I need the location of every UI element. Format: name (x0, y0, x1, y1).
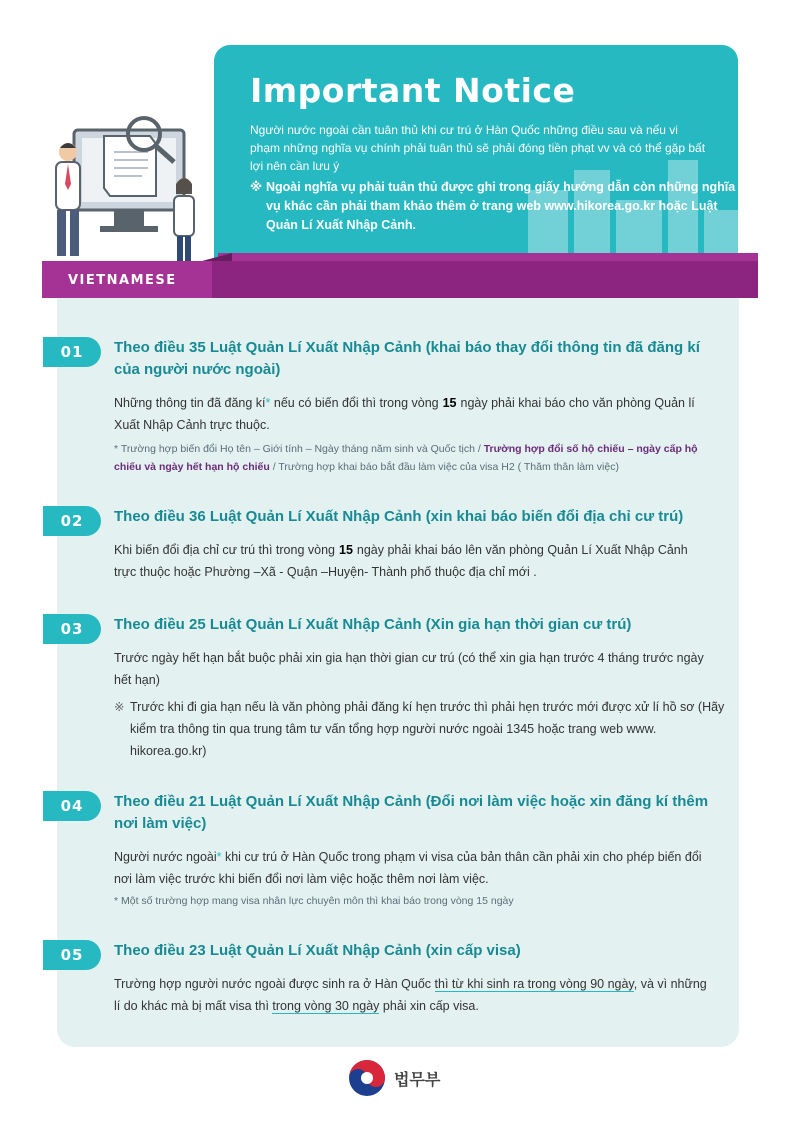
header-description: Người nước ngoài cần tuân thủ khi cư trú ở Hàn Quốc những điều sau và nếu vi phạm những nghĩa vụ chính phải tuân thủ sẽ phải đóng tiền phạt vv và có thể gặp bất lợi nên cần lưu ý (250, 123, 706, 173)
section-number: 03 (43, 614, 101, 644)
body-text: nếu có biến đổi thì trong vòng (270, 396, 439, 410)
footnote-text: / Trường hợp khai báo bắt đầu làm việc của visa H2 ( Thăm thân làm việc) (269, 461, 619, 473)
language-ribbon (42, 253, 758, 298)
note-text: Trước khi đi gia hạn nếu là văn phòng phải đăng kí hẹn trước thì phải hẹn trước mới được xử lí hồ sơ (Hãy kiểm tra thông tin qua trung tâm tư vấn tổng hợp người nước ngoài 1345 hoặc trang web www. hikorea.go.kr) (130, 700, 725, 758)
footnote-text: * Trường hợp biến đổi Họ tên – Giới tính – Ngày tháng năm sinh và Quốc tịch / (114, 443, 484, 455)
days-value: 15 (339, 543, 353, 557)
language-label: VIETNAMESE (68, 273, 177, 288)
underlined-text: trong vòng 30 ngày (272, 999, 380, 1013)
section-number: 05 (43, 940, 101, 970)
body-text: khi cư trú ở Hàn Quốc trong phạm vi visa của bản thân cần phải xin cho phép biến đổi nơi làm việc trước khi biến đổi nơi làm việc hoặc thêm nơi làm việc. (114, 850, 702, 886)
section-title: Theo điều 25 Luật Quản Lí Xuất Nhập Cảnh (Xin gia hạn thời gian cư trú) (114, 616, 632, 633)
section-note (114, 696, 728, 762)
office-people-illustration (44, 100, 214, 270)
header-note (250, 178, 736, 235)
section-footnote (114, 440, 712, 476)
header-title: Important Notice (250, 71, 576, 110)
header-note-text: Ngoài nghĩa vụ phải tuân thủ được ghi trong giấy hướng dẫn còn những nghĩa vụ khác cần phải tham khảo thêm ở trang web www.hikorea.go.kr hoặc Luật Quản Lí Xuất Nhập Cảnh. (266, 180, 736, 232)
days-value: 15 (442, 396, 457, 410)
body-text: , và vì những lí do khác mà bị mất visa thì (114, 977, 707, 1013)
footnote-star: * (265, 396, 271, 410)
section-title: Theo điều 35 Luật Quản Lí Xuất Nhập Cảnh (khai báo thay đổi thông tin đã đăng kí của người nước ngoài) (114, 339, 700, 378)
underlined-text: thì từ khi sinh ra trong vòng 90 ngày (434, 977, 634, 991)
ribbon-fold (202, 253, 232, 261)
footnote-star: * (216, 850, 222, 864)
section-body (114, 973, 712, 1017)
section-body: Trước ngày hết hạn bắt buộc phải xin gia hạn thời gian cư trú (có thể xin gia hạn trước 4 tháng trước ngày hết hạn) (114, 651, 704, 687)
body-text: ngày phải khai báo lên văn phòng Quản Lí Xuất Nhập Cảnh trực thuộc hoặc Phường –Xã - Quận –Huyện- Thành phố thuộc địa chỉ mới . (114, 543, 688, 579)
notice-header (214, 45, 738, 260)
section-number: 01 (43, 337, 101, 367)
section-footnote: * Một số trường hợp mang visa nhân lực chuyên môn thì khai báo trong vòng 15 ngày (114, 895, 514, 907)
body-text: Những thông tin đã đăng kí (114, 396, 266, 410)
note-mark: ※ (114, 700, 125, 714)
section-number: 02 (43, 506, 101, 536)
body-text: phải xin cấp visa. (379, 999, 479, 1013)
ministry-name: 법무부 (394, 1071, 441, 1089)
section-body (114, 846, 712, 890)
taegeuk-emblem-icon (348, 1059, 386, 1097)
section-body (114, 392, 712, 436)
note-mark: ※ (250, 180, 263, 194)
section-title: Theo điều 23 Luật Quản Lí Xuất Nhập Cảnh (xin cấp visa) (114, 942, 521, 959)
section-title: Theo điều 36 Luật Quản Lí Xuất Nhập Cảnh (xin khai báo biến đổi địa chỉ cư trú) (114, 508, 684, 525)
section-body (114, 539, 712, 583)
ministry-logo (348, 1059, 440, 1097)
body-text: Trường hợp người nước ngoài được sinh ra ở Hàn Quốc (114, 977, 435, 991)
section-title: Theo điều 21 Luật Quản Lí Xuất Nhập Cảnh (Đổi nơi làm việc hoặc xin đăng kí thêm nơi làm việc) (114, 793, 709, 832)
ribbon-top-band (218, 253, 758, 261)
body-text: ngày phải khai báo cho văn phòng Quản lí Xuất Nhập Cảnh trực thuộc. (114, 396, 695, 432)
section-number: 04 (43, 791, 101, 821)
body-text: Khi biến đổi địa chỉ cư trú thì trong vòng (114, 543, 335, 557)
body-text: Người nước ngoài (114, 850, 217, 864)
footnote-emphasis: Trường hợp đổi số hộ chiếu – ngày cấp hộ chiếu và ngày hết hạn hộ chiếu (114, 443, 698, 473)
